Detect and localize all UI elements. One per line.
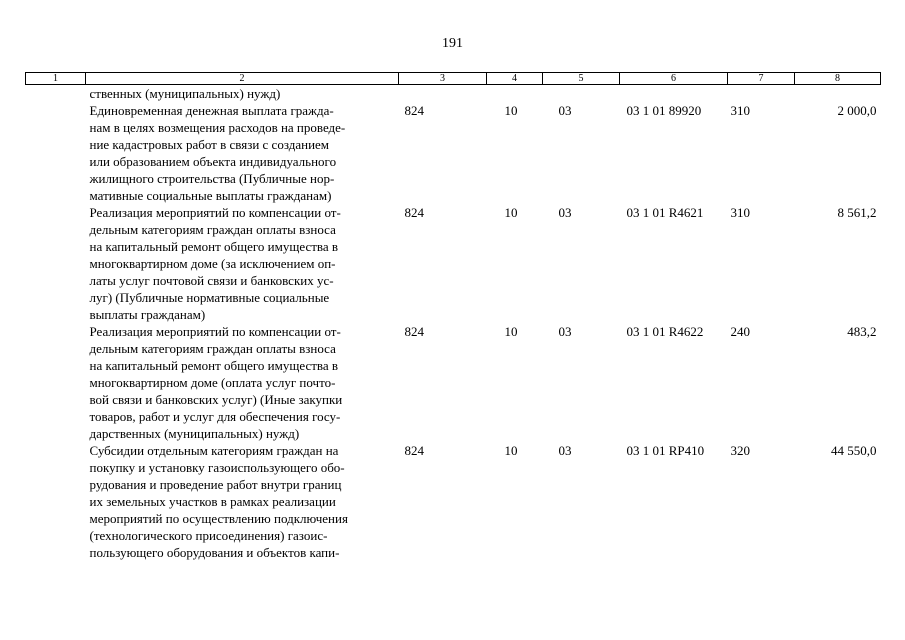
admin-code-cell: 824 xyxy=(404,443,424,458)
item-name-cell xyxy=(86,442,399,561)
subsection-cell xyxy=(543,85,620,103)
item-name-line: дельным категориям граждан оплаты взноса xyxy=(89,341,336,356)
target-article-cell: 03 1 01 RP410 xyxy=(626,443,705,458)
item-name-cell xyxy=(86,85,399,103)
expense-type-cell xyxy=(728,85,795,103)
column-header-1: 1 xyxy=(26,73,86,85)
row-index-cell xyxy=(26,102,86,204)
column-header-7: 7 xyxy=(728,73,795,85)
admin-code-cell: 824 xyxy=(404,205,424,220)
target-article-cell: 03 1 01 89920 xyxy=(626,103,702,118)
admin-code-cell xyxy=(399,85,487,103)
item-name-line: мативные социальные выплаты гражданам) xyxy=(89,188,332,203)
table-row xyxy=(26,442,881,561)
table-row xyxy=(26,323,881,442)
amount-cell: 2 000,0 xyxy=(837,103,877,118)
item-name-line: Единовременная денежная выплата гражда- xyxy=(89,103,334,118)
admin-code-cell: 824 xyxy=(404,324,424,339)
item-name-cell xyxy=(86,204,399,323)
item-name-line: латы услуг почтовой связи и банковских ус- xyxy=(89,273,334,288)
item-name-line: Реализация мероприятий по компенсации от- xyxy=(89,324,341,339)
expense-type-cell: 240 xyxy=(730,324,750,339)
amount-cell: 44 550,0 xyxy=(831,443,877,458)
row-index-cell xyxy=(26,85,86,103)
item-name-line: или образованием объекта индивидуального xyxy=(89,154,337,169)
budget-table xyxy=(25,72,881,561)
item-name-line: ние кадастровых работ в связи с созданием xyxy=(89,137,330,152)
item-name-line: покупку и установку газоиспользующего обо- xyxy=(89,460,345,475)
subsection-cell: 03 xyxy=(558,443,572,458)
expense-type-cell: 310 xyxy=(730,103,750,118)
item-name-line: (технологического присоединения) газоис- xyxy=(89,528,328,543)
item-name-cell xyxy=(86,323,399,442)
column-header-5: 5 xyxy=(543,73,620,85)
row-index-cell xyxy=(26,204,86,323)
amount-cell: 483,2 xyxy=(847,324,877,339)
item-name-line: товаров, работ и услуг для обеспечения госу- xyxy=(89,409,341,424)
row-index-cell xyxy=(26,323,86,442)
column-header-4: 4 xyxy=(487,73,543,85)
item-name-line: многоквартирном доме (за исключением оп- xyxy=(89,256,336,271)
item-name-line: выплаты гражданам) xyxy=(89,307,206,322)
item-name-line: мероприятий по осуществлению подключения xyxy=(89,511,348,526)
target-article-cell: 03 1 01 R4621 xyxy=(626,205,704,220)
item-name-line: пользующего оборудования и объектов капи- xyxy=(89,545,340,560)
item-name-cell xyxy=(86,102,399,204)
item-name-line: дельным категориям граждан оплаты взноса xyxy=(89,222,336,237)
item-name-line: рудования и проведение работ внутри границ xyxy=(89,477,342,492)
item-name-line: на капитальный ремонт общего имущества в xyxy=(89,358,339,373)
expense-type-cell: 310 xyxy=(730,205,750,220)
section-cell xyxy=(487,85,543,103)
table-header-row xyxy=(26,73,881,85)
expense-type-cell: 320 xyxy=(730,443,750,458)
item-name-line: Субсидии отдельным категориям граждан на xyxy=(89,443,339,458)
item-name-line: многоквартирном доме (оплата услуг почто- xyxy=(89,375,336,390)
item-name-line: их земельных участков в рамках реализации xyxy=(89,494,336,509)
target-article-cell: 03 1 01 R4622 xyxy=(626,324,704,339)
amount-cell xyxy=(795,85,881,103)
section-cell: 10 xyxy=(504,324,518,339)
row-index-cell xyxy=(26,442,86,561)
amount-cell: 8 561,2 xyxy=(837,205,877,220)
column-header-3: 3 xyxy=(399,73,487,85)
subsection-cell: 03 xyxy=(558,205,572,220)
item-name-line: вой связи и банковских услуг) (Иные закупки xyxy=(89,392,343,407)
item-name-line: луг) (Публичные нормативные социальные xyxy=(89,290,330,305)
table-row xyxy=(26,102,881,204)
column-header-2: 2 xyxy=(86,73,399,85)
column-header-6: 6 xyxy=(620,73,728,85)
table-row xyxy=(26,85,881,103)
section-cell: 10 xyxy=(504,443,518,458)
item-name-line: ственных (муниципальных) нужд) xyxy=(89,86,281,101)
item-name-line: дарственных (муниципальных) нужд) xyxy=(89,426,300,441)
subsection-cell: 03 xyxy=(558,103,572,118)
table-row xyxy=(26,204,881,323)
item-name-line: нам в целях возмещения расходов на проведе- xyxy=(89,120,346,135)
subsection-cell: 03 xyxy=(558,324,572,339)
section-cell: 10 xyxy=(504,205,518,220)
item-name-line: жилищного строительства (Публичные нор- xyxy=(89,171,335,186)
item-name-line: на капитальный ремонт общего имущества в xyxy=(89,239,339,254)
admin-code-cell: 824 xyxy=(404,103,424,118)
column-header-8: 8 xyxy=(795,73,881,85)
page-number: 191 xyxy=(442,36,463,51)
target-article-cell xyxy=(620,85,728,103)
item-name-line: Реализация мероприятий по компенсации от- xyxy=(89,205,341,220)
section-cell: 10 xyxy=(504,103,518,118)
